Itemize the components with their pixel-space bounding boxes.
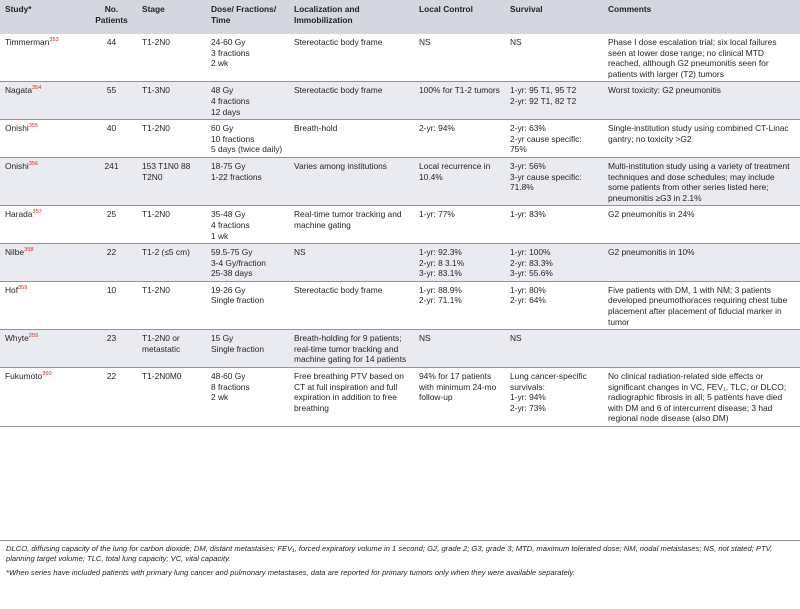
patients-cell (85, 34, 137, 82)
survival-line: 1-yr: 80% (510, 284, 546, 295)
stage-cell (137, 82, 206, 120)
study-name: Onishi (5, 123, 29, 134)
localization-cell (289, 206, 414, 244)
study-cell (0, 157, 85, 205)
comments-cell (603, 330, 800, 368)
local-control-line: 3-yr: 83.1% (419, 268, 462, 279)
local-control-cell (414, 82, 505, 120)
reference-number: 360 (42, 371, 52, 378)
reference-number: 354 (32, 85, 42, 92)
study-cell (0, 120, 85, 158)
dose-line: 2 wk (211, 392, 229, 403)
dose-cell (206, 330, 289, 368)
comment-text: Multi-institution study using a variety of treatment techniques and dose schedules; may include some patients from other series listed here; pneumonitis ≥G3 in 2.1% (608, 160, 790, 203)
patients-cell (85, 281, 137, 329)
localization-cell (289, 34, 414, 82)
local-control-cell (414, 206, 505, 244)
dose-line: 48-60 Gy (211, 371, 246, 382)
col-header-comments: Comments (603, 0, 800, 34)
footnote-primary-tumors: *When series have included patients with primary lung cancer and pulmonary metastases, data are reported for primary tumors only when they were available separately. (6, 568, 575, 577)
stage-cell (137, 206, 206, 244)
comments-cell (603, 281, 800, 329)
stage-cell (137, 157, 206, 205)
study-name: Nagata (5, 85, 33, 96)
study-cell (0, 281, 85, 329)
survival-cell (505, 82, 603, 120)
footnote-abbreviations: DLCO, diffusing capacity of the lung for carbon dioxide; DM, distant metastases; FEV₁, forced expiratory volume in 1 second; G2, grade 2; G3, grade 3; MTD, maximum tolerated dose; NM, nodal metastases; NS, not stated; PTV, planning target volume; TLC, total lung capacity; VC, vital capacity. (6, 544, 773, 563)
stage-value: T1-2N0 (142, 123, 170, 134)
reference-number: 353 (49, 37, 59, 44)
study-cell (0, 82, 85, 120)
stage-cell (137, 120, 206, 158)
study-name: Fukumoto (5, 371, 43, 382)
survival-line: 1-yr: 95 T1, 95 T2 (510, 85, 577, 96)
localization-cell (289, 330, 414, 368)
dose-line: 3 fractions (211, 47, 250, 58)
dose-line: Single fraction (211, 343, 265, 354)
localization-value: Breath-holding for 9 patients; real-time tumor tracking and machine gating for 14 patients (294, 333, 407, 365)
survival-cell (505, 281, 603, 329)
table-row (0, 368, 800, 427)
dose-line: 2 wk (211, 58, 229, 69)
localization-value: Varies among institutions (294, 160, 387, 171)
survival-line: 2-yr: 83.3% (510, 257, 553, 268)
study-name: Hof (5, 284, 19, 295)
col-header-dose: Dose/ Fractions/ Time (206, 0, 289, 34)
table-row (0, 244, 800, 282)
dose-line: 24-60 Gy (211, 37, 246, 47)
reference-number: 259 (28, 333, 39, 340)
survival-cell (505, 157, 603, 205)
dose-line: 10 fractions (211, 133, 255, 144)
dose-line: 60 Gy (211, 123, 234, 134)
footnote-divider (0, 540, 800, 541)
local-control-cell (414, 368, 505, 427)
col-header-localization: Localization and Immobilization (289, 0, 414, 34)
comments-cell (603, 368, 800, 427)
local-control-cell (414, 34, 505, 82)
survival-line: Lung cancer-specific survivals: (510, 371, 587, 392)
local-control-line: 100% for T1-2 tumors (419, 85, 500, 96)
localization-cell (289, 244, 414, 282)
study-cell (0, 244, 85, 282)
col-header-stage: Stage (137, 0, 206, 34)
dose-cell (206, 34, 289, 82)
dose-line: 15 Gy (211, 333, 234, 344)
local-control-cell (414, 281, 505, 329)
local-control-line: NS (419, 37, 431, 47)
patient-count: 22 (106, 371, 117, 382)
comment-text: Phase I dose escalation trial; six local failures seen at lower dose range; no clinical MTD reached, although G2 pneumonitis seen for patients with larger (T2) tumors (608, 37, 777, 79)
comments-cell (603, 82, 800, 120)
localization-value: Breath-hold (294, 123, 338, 134)
survival-line: 2-yr cause specific: 75% (510, 133, 582, 155)
comment-text: G2 pneumonitis in 10% (608, 247, 695, 258)
localization-value: Stereotactic body frame (294, 284, 383, 295)
local-control-line: 2-yr: 8 3.1% (419, 257, 465, 268)
survival-line: 3-yr: 55.6% (510, 268, 553, 279)
localization-value: Stereotactic body frame (294, 37, 383, 47)
reference-number: 357 (32, 209, 42, 216)
comment-text: Worst toxicity: G2 pneumonitis (608, 85, 721, 96)
comments-cell (603, 157, 800, 205)
dose-cell (206, 206, 289, 244)
dose-line: 1-22 fractions (211, 171, 262, 182)
study-cell (0, 34, 85, 82)
patients-cell (85, 368, 137, 427)
dose-line: 25-38 days (211, 268, 253, 279)
localization-cell (289, 82, 414, 120)
survival-cell (505, 330, 603, 368)
survival-cell (505, 244, 603, 282)
patients-cell (85, 82, 137, 120)
table-row (0, 330, 800, 368)
localization-value: Free breathing PTV based on CT at full inspiration and full expiration in addition to free breathing (294, 371, 404, 413)
local-control-line: 1-yr: 77% (419, 209, 455, 220)
localization-value: Stereotactic body frame (294, 85, 383, 96)
stage-value: T1-2N0 (142, 37, 170, 47)
survival-line: 1-yr: 94% (510, 392, 546, 403)
dose-line: 5 days (twice daily) (211, 144, 283, 155)
survival-line: 3-yr cause specific: 71.8% (510, 171, 582, 193)
dose-line: 4 fractions (211, 219, 250, 230)
survival-line: 2-yr: 92 T1, 82 T2 (510, 95, 577, 106)
study-name: Onishi (5, 160, 29, 171)
survival-line: NS (510, 333, 522, 344)
dose-cell (206, 82, 289, 120)
dose-line: 4 fractions (211, 95, 250, 106)
survival-cell (505, 120, 603, 158)
comment-text: G2 pneumonitis in 24% (608, 209, 695, 220)
table-row (0, 120, 800, 158)
patients-cell (85, 206, 137, 244)
stage-cell (137, 34, 206, 82)
dose-line: 59.5-75 Gy (211, 247, 253, 258)
dose-cell (206, 281, 289, 329)
localization-value: NS (294, 247, 306, 258)
patient-count: 22 (106, 247, 117, 258)
local-control-cell (414, 120, 505, 158)
stage-cell (137, 330, 206, 368)
reference-number: 356 (28, 161, 39, 168)
local-control-line: NS (419, 333, 431, 344)
stage-value: T1-2N0 (142, 284, 170, 295)
study-name: Harada (5, 209, 33, 220)
local-control-line: 94% for 17 patients with minimum 24-mo follow-up (419, 371, 497, 403)
table-row (0, 82, 800, 120)
dose-line: 12 days (211, 106, 241, 117)
stage-value: T1-2 (≤5 cm) (142, 247, 190, 258)
col-header-local-control: Local Control (414, 0, 505, 34)
patient-count: 241 (104, 160, 119, 171)
stage-value: T1-2N0 or metastatic (142, 333, 181, 354)
survival-line: NS (510, 37, 522, 47)
patient-count: 55 (106, 85, 117, 96)
dose-line: 48 Gy (211, 85, 234, 96)
stage-value: T1-2N0 (142, 209, 170, 220)
survival-line: 3-yr: 56% (510, 160, 546, 171)
study-cell (0, 206, 85, 244)
study-name: Nilbe (5, 247, 25, 258)
reference-number: 359 (18, 285, 28, 292)
dose-line: 35-48 Gy (211, 209, 246, 220)
dose-line: 19-26 Gy (211, 284, 246, 295)
survival-cell (505, 368, 603, 427)
dose-cell (206, 244, 289, 282)
local-control-cell (414, 330, 505, 368)
dose-line: Single fraction (211, 295, 265, 306)
header-row (0, 0, 800, 34)
stage-cell (137, 281, 206, 329)
patients-cell (85, 244, 137, 282)
survival-line: 2-yr: 63% (510, 123, 546, 134)
table-row (0, 206, 800, 244)
local-control-line: 2-yr: 94% (419, 123, 455, 134)
study-name: Timmerman (5, 37, 50, 47)
stage-value: 153 T1N0 88 T2N0 (142, 160, 191, 182)
dose-cell (206, 368, 289, 427)
patients-cell (85, 120, 137, 158)
stage-cell (137, 244, 206, 282)
comments-cell (603, 206, 800, 244)
comments-cell (603, 244, 800, 282)
survival-line: 1-yr: 100% (510, 247, 551, 258)
local-control-line: 1-yr: 88.9% (419, 284, 462, 295)
study-name: Whyte (5, 333, 29, 344)
patients-cell (85, 330, 137, 368)
survival-line: 1-yr: 83% (510, 209, 546, 220)
patient-count: 40 (106, 123, 117, 134)
comments-cell (603, 34, 800, 82)
patient-count: 25 (106, 209, 117, 220)
dose-cell (206, 157, 289, 205)
local-control-cell (414, 157, 505, 205)
stage-value: T1-3N0 (142, 85, 170, 96)
dose-line: 1 wk (211, 230, 229, 241)
patients-cell (85, 157, 137, 205)
localization-cell (289, 120, 414, 158)
localization-cell (289, 157, 414, 205)
local-control-line: 1-yr: 92.3% (419, 247, 462, 258)
patient-count: 44 (106, 37, 117, 47)
table-row (0, 157, 800, 205)
comment-text: Five patients with DM, 1 with NM; 3 patients developed pneumothoraces requiring chest tube placement after placement of fiducial marker in tumor (608, 284, 788, 327)
study-cell (0, 368, 85, 427)
patient-count: 23 (106, 333, 117, 344)
localization-cell (289, 368, 414, 427)
survival-cell (505, 206, 603, 244)
reference-number: 355 (28, 123, 39, 130)
table-row (0, 34, 800, 82)
col-header-study: Study* (0, 0, 85, 34)
dose-line: 18-75 Gy (211, 160, 246, 171)
study-cell (0, 330, 85, 368)
comment-text: No clinical radiation-related side effects or significant changes in VC, FEV₁, TLC, or DLCO; radiographic fibrosis in all; 5 patients have died with DM and 6 of intercurrent disease; 3 had regional node disease (also DM) (608, 371, 787, 424)
local-control-line: 2-yr: 71.1% (419, 295, 462, 306)
local-control-line: Local recurrence in 10.4% (419, 160, 491, 182)
comments-cell (603, 120, 800, 158)
col-header-survival: Survival (505, 0, 603, 34)
table-row (0, 281, 800, 329)
survival-line: 2-yr: 64% (510, 295, 546, 306)
dose-cell (206, 120, 289, 158)
survival-line: 2-yr: 73% (510, 402, 546, 413)
dose-line: 3-4 Gy/fraction (211, 257, 266, 268)
stage-cell (137, 368, 206, 427)
dose-line: 8 fractions (211, 381, 250, 392)
patient-count: 10 (106, 284, 117, 295)
stage-value: T1-2N0M0 (142, 371, 182, 382)
localization-value: Real-time tumor tracking and machine gating (294, 209, 402, 230)
survival-cell (505, 34, 603, 82)
local-control-cell (414, 244, 505, 282)
col-header-patients: No. Patients (85, 0, 137, 34)
reference-number: 358 (24, 247, 34, 254)
comment-text: Single-institution study using combined CT-Linac gantry; no toxicity >G2 (608, 123, 789, 144)
localization-cell (289, 281, 414, 329)
